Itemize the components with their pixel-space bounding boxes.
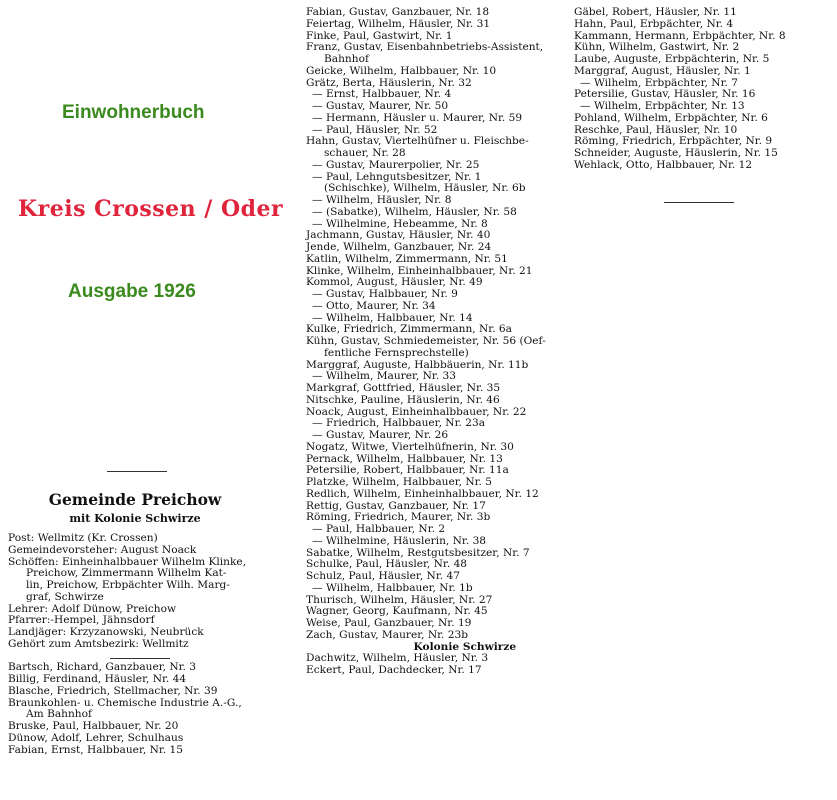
entry-line: Am Bahnhof (26, 708, 92, 721)
entry-line: Markgraf, Gottfried, Häusler, Nr. 35 (306, 382, 501, 394)
entry-line: Noack, August, Einheinhalbbauer, Nr. 22 (306, 405, 527, 418)
municipality-subtitle: mit Kolonie Schwirze (69, 512, 201, 525)
entry-line: Billig, Ferdinand, Häusler, Nr. 44 (8, 673, 187, 685)
entry-line: Kolonie Schwirze (413, 640, 517, 653)
entry-line: — Friedrich, Halbbauer, Nr. 23a (312, 417, 486, 430)
divider-col3-end (664, 202, 734, 203)
entry-line: — Wilhelm, Halbbauer, Nr. 1b (312, 581, 473, 594)
entry-line: Katlin, Wilhelm, Zimmermann, Nr. 51 (306, 252, 508, 265)
entry-line: Franz, Gustav, Eisenbahnbetriebs-Assistent, (306, 41, 544, 54)
column-2 (306, 7, 546, 677)
entry-line: Thurisch, Wilhelm, Häusler, Nr. 27 (306, 593, 493, 606)
entry-line: — Gustav, Maurer, Nr. 26 (312, 429, 449, 441)
entry-line: — Ernst, Halbbauer, Nr. 4 (312, 88, 452, 101)
entry-line: lin, Preichow, Erbpächter Wilh. Marg- (26, 579, 230, 591)
entry-line: Klinke, Wilhelm, Einheinhalbbauer, Nr. 21 (306, 264, 533, 277)
entry-line: Bartsch, Richard, Ganzbauer, Nr. 3 (8, 661, 197, 674)
entry-line: Grätz, Berta, Häuslerin, Nr. 32 (306, 76, 472, 89)
entry-line: Bruske, Paul, Halbbauer, Nr. 20 (8, 720, 179, 732)
entry-line: Jende, Wilhelm, Ganzbauer, Nr. 24 (306, 241, 492, 253)
entry-line: Weise, Paul, Ganzbauer, Nr. 19 (306, 617, 472, 629)
entry-line: Landjäger: Krzyzanowski, Neubrück (8, 626, 204, 638)
overlay-kreis: Kreis Crossen / Oder (18, 196, 284, 222)
entry-line: Schöffen: Einheinhalbbauer Wilhelm Klinke, (8, 555, 247, 568)
entry-line: fentliche Fernsprechstelle) (324, 346, 469, 359)
entry-line: Preichow, Zimmermann Wilhelm Kat- (26, 567, 227, 580)
entry-line: Hahn, Gustav, Viertelhüfner u. Fleischbe- (306, 135, 529, 148)
entry-line: Gehört zum Amtsbezirk: Wellmitz (8, 637, 189, 650)
entry-line: Gemeindevorsteher: August Noack (8, 543, 197, 556)
column-1 (8, 533, 246, 756)
entry-line: Petersilie, Gustav, Häusler, Nr. 16 (574, 88, 756, 101)
entry-line: Lehrer: Adolf Dünow, Preichow (8, 602, 177, 615)
entry-line: — Wilhelm, Maurer, Nr. 33 (312, 370, 457, 383)
entry-line: Kühn, Gustav, Schmiedemeister, Nr. 56 (Oef- (306, 335, 546, 347)
entry-line: Sabatke, Wilhelm, Restgutsbesitzer, Nr. 7 (306, 546, 530, 559)
entry-line: Platzke, Wilhelm, Halbbauer, Nr. 5 (306, 476, 493, 488)
entry-line: — Gustav, Maurerpolier, Nr. 25 (312, 158, 480, 171)
entry-line: Geicke, Wilhelm, Halbbauer, Nr. 10 (306, 64, 497, 77)
entry-line: Bahnhof (324, 53, 369, 65)
entry-line: Dachwitz, Wilhelm, Häusler, Nr. 3 (306, 652, 489, 665)
entry-line: Redlich, Wilhelm, Einheinhalbbauer, Nr. 12 (306, 487, 539, 500)
entry-line: Wehlack, Otto, Halbbauer, Nr. 12 (574, 158, 753, 171)
overlay-title: Einwohnerbuch (62, 102, 205, 123)
entry-line: — (Sabatke), Wilhelm, Häusler, Nr. 58 (312, 205, 517, 218)
entry-line: Kommol, August, Häusler, Nr. 49 (306, 276, 483, 289)
entry-line: Röming, Friedrich, Erbpächter, Nr. 9 (574, 135, 773, 148)
entry-line: Gäbel, Robert, Häusler, Nr. 11 (574, 6, 737, 18)
entry-line: Kühn, Wilhelm, Gastwirt, Nr. 2 (574, 41, 740, 54)
entry-line: Pfarrer:-Hempel, Jähnsdorf (8, 614, 155, 627)
entry-line: Kammann, Hermann, Erbpächter, Nr. 8 (574, 29, 786, 42)
entry-line: Post: Wellmitz (Kr. Crossen) (8, 532, 158, 544)
entry-line: — Paul, Halbbauer, Nr. 2 (312, 523, 446, 535)
entry-line: — Gustav, Maurer, Nr. 50 (312, 100, 449, 112)
entry-line: Braunkohlen- u. Chemische Industrie A.-G., (8, 696, 242, 709)
entry-line: Feiertag, Wilhelm, Häusler, Nr. 31 (306, 17, 491, 30)
entry-line: — Gustav, Halbbauer, Nr. 9 (312, 288, 458, 300)
entry-line: Nogatz, Witwe, Viertelhüfnerin, Nr. 30 (306, 440, 514, 453)
entry-line: Rettig, Gustav, Ganzbauer, Nr. 17 (306, 499, 486, 512)
entry-line: Kulke, Friedrich, Zimmermann, Nr. 6a (306, 323, 512, 336)
entry-line: schauer, Nr. 28 (324, 147, 406, 159)
divider-left (107, 471, 167, 472)
entry-line: — Wilhelmine, Hebeamme, Nr. 8 (312, 217, 488, 230)
entry-line: — Paul, Lehngutsbesitzer, Nr. 1 (312, 170, 482, 183)
entry-line: (Schischke), Wilhelm, Häusler, Nr. 6b (324, 182, 526, 195)
entry-line: Zach, Gustav, Maurer, Nr. 23b (306, 628, 469, 641)
entry-line: — Wilhelm, Erbpächter, Nr. 13 (580, 100, 745, 112)
entry-line: Fabian, Ernst, Halbbauer, Nr. 15 (8, 743, 183, 756)
overlay-ausgabe: Ausgabe 1926 (68, 281, 196, 302)
entry-line: Fabian, Gustav, Ganzbauer, Nr. 18 (306, 6, 490, 18)
entry-line: Reschke, Paul, Häusler, Nr. 10 (574, 123, 738, 136)
entry-line: — Wilhelmine, Häuslerin, Nr. 38 (312, 534, 487, 547)
entry-line: — Wilhelm, Häusler, Nr. 8 (312, 194, 452, 206)
entry-line: Laube, Auguste, Erbpächterin, Nr. 5 (574, 53, 770, 65)
entry-line: — Wilhelm, Erbpächter, Nr. 7 (580, 76, 738, 89)
divider-col1-gap (110, 658, 170, 659)
entry-line: Schneider, Auguste, Häuslerin, Nr. 15 (574, 147, 778, 159)
entry-line: graf, Schwirze (26, 590, 104, 603)
entry-line: Finke, Paul, Gastwirt, Nr. 1 (306, 29, 453, 42)
entry-line: Marggraf, August, Häusler, Nr. 1 (574, 64, 751, 77)
entry-line: Röming, Friedrich, Maurer, Nr. 3b (306, 511, 491, 524)
entry-line: Schulke, Paul, Häusler, Nr. 48 (306, 558, 468, 571)
entry-line: Marggraf, Auguste, Halbbäuerin, Nr. 11b (306, 358, 529, 371)
entry-line: Petersilie, Robert, Halbbauer, Nr. 11a (306, 464, 509, 477)
entry-line: Schulz, Paul, Häusler, Nr. 47 (306, 570, 460, 582)
entry-line: Pernack, Wilhelm, Halbbauer, Nr. 13 (306, 452, 503, 465)
entry-line: — Wilhelm, Halbbauer, Nr. 14 (312, 311, 473, 324)
entry-line: Dünow, Adolf, Lehrer, Schulhaus (8, 731, 184, 744)
entry-line: Hahn, Paul, Erbpächter, Nr. 4 (574, 17, 734, 30)
entry-line: — Hermann, Häusler u. Maurer, Nr. 59 (312, 111, 523, 124)
entry-line: Pohland, Wilhelm, Erbpächter, Nr. 6 (574, 111, 768, 124)
entry-line: Eckert, Paul, Dachdecker, Nr. 17 (306, 664, 482, 676)
column-3 (574, 7, 786, 172)
entry-line: Jachmann, Gustav, Häusler, Nr. 40 (306, 229, 491, 242)
municipality-title: Gemeinde Preichow (48, 490, 222, 509)
entry-line: Nitschke, Pauline, Häuslerin, Nr. 46 (306, 393, 500, 406)
entry-line: — Paul, Häusler, Nr. 52 (312, 123, 438, 136)
entry-line: Wagner, Georg, Kaufmann, Nr. 45 (306, 605, 488, 618)
entry-line: Blasche, Friedrich, Stellmacher, Nr. 39 (8, 684, 218, 697)
entry-line: — Otto, Maurer, Nr. 34 (312, 299, 436, 312)
